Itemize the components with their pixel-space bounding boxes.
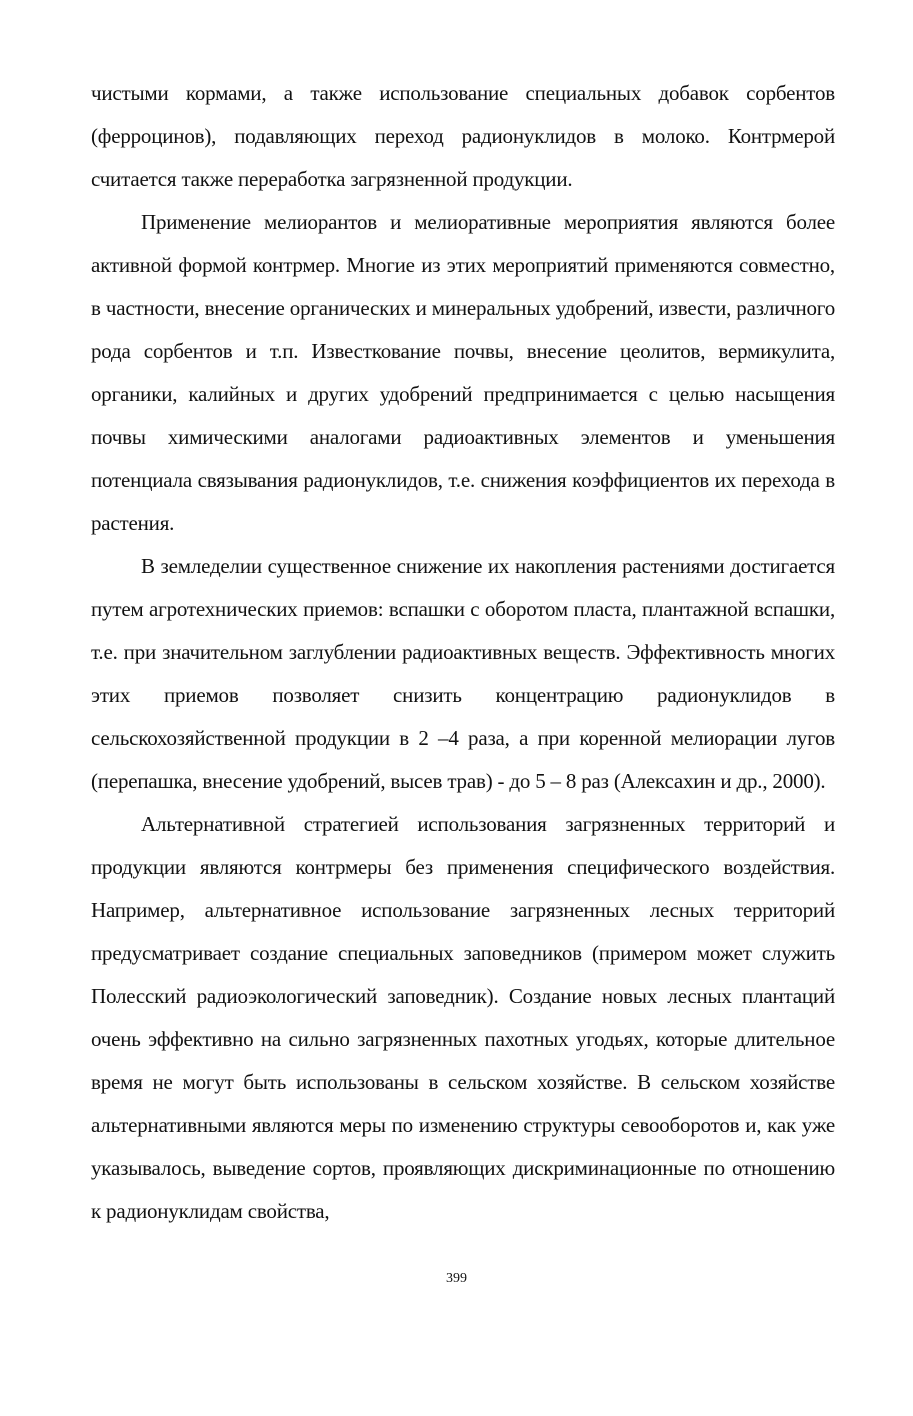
paragraph-agrotechnics: В земледелии существенное снижение их накопления растениями достигается путем агротехнических приемов: вспашки с оборотом пласта, плантажной вспашки, т.е. при значительном заглублении радиоактивных веществ. Эффективность многих этих приемов позволяет снизить концентрацию радионуклидов в сельскохозяйственной продукции в 2 –4 раза, а при коренной мелиорации лугов (перепашка, внесение удобрений, высев трав) - до 5 – 8 раз (Алексахин и др., 2000). xyxy=(91,554,835,793)
paragraph-alternative-strategy: Альтернативной стратегией использования загрязненных территорий и продукции являются контрмеры без применения специфического воздействия. Например, альтернативное использование загрязненных лесных территорий предусматривает создание специальных заповедников (примером может служить Полесский радиоэкологический заповедник). Создание новых лесных плантаций очень эффективно на сильно загрязненных пахотных угодьях, которые длительное время не могут быть использованы в сельском хозяйстве. В сельском хозяйстве альтернативными являются меры по изменению структуры севооборотов и, как уже указывалось, выведение сортов, проявляющих дискриминационные по отношению к радионуклидам свойства, xyxy=(91,812,835,1223)
page-number: 399 xyxy=(446,1271,467,1286)
page-body xyxy=(91,72,835,1233)
paragraph-meliorants: Применение мелиорантов и мелиоративные мероприятия являются более активной формой контрмер. Многие из этих мероприятий применяются совместно, в частности, внесение органических и минеральных удобрений, извести, различного рода сорбентов и т.п. Известкование почвы, внесение цеолитов, вермикулита, органики, калийных и других удобрений предпринимается с целью насыщения почвы химическими аналогами радиоактивных элементов и уменьшения потенциала связывания радионуклидов, т.е. снижения коэффициентов их перехода в растения. xyxy=(91,210,835,535)
paragraph-continuation: чистыми кормами, а также использование специальных добавок сорбентов (ферроцинов), подавляющих переход радионуклидов в молоко. Контрмерой считается также переработка загрязненной продукции. xyxy=(91,81,835,191)
